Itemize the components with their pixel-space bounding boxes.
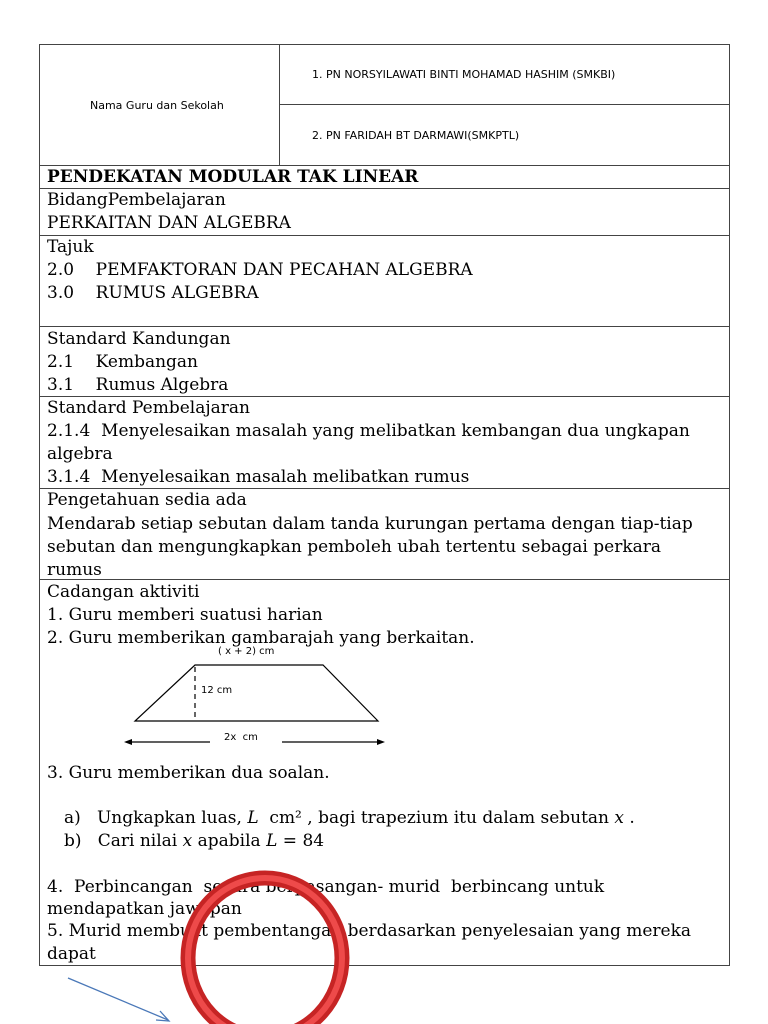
red-circle-annotation: [175, 862, 355, 1024]
page-title: PENDEKATAN MODULAR TAK LINEAR: [47, 167, 419, 187]
var-x: x: [614, 808, 624, 828]
var-L: L: [247, 808, 259, 828]
teacher-school-label: Nama Guru dan Sekolah: [90, 99, 224, 112]
aktiviti-step-5: 5. Murid membuat pembentangan berdasarkan penyelesaian yang mereka: [47, 921, 692, 941]
aktiviti-step-4: 4. Perbincangan secara berpasangan- murid berbincang untuk: [47, 877, 605, 897]
question-b: [64, 830, 324, 853]
var-x: x: [182, 831, 193, 851]
pengetahuan-heading: Pengetahuan sedia ada: [47, 490, 247, 510]
pembelajaran-heading: Standard Pembelajaran: [47, 398, 250, 418]
kandungan-item: 2.1 Kembangan: [47, 352, 199, 372]
base-label: 2x cm: [224, 732, 258, 743]
var-L: L: [266, 831, 278, 851]
arrowhead-left: [124, 739, 132, 745]
pembelajaran-line: 3.1.4 Menyelesaikan masalah melibatkan rumus: [47, 467, 470, 487]
kandungan-item: 3.1 Rumus Algebra: [47, 375, 229, 395]
aktiviti-step-5-cont: dapat: [47, 944, 96, 964]
question-b-prefix: b) Cari nilai: [64, 831, 183, 851]
aktiviti-step-2: 2. Guru memberikan gambarajah yang berkaitan.: [47, 628, 475, 648]
bidang-value: PERKAITAN DAN ALGEBRA: [47, 213, 291, 233]
unit: cm²: [258, 808, 302, 828]
tajuk-item: 3.0 RUMUS ALGEBRA: [47, 283, 259, 303]
top-side-label: ( x + 2) cm: [218, 646, 275, 657]
arrowhead-right: [377, 739, 385, 745]
tajuk-item: 2.0 PEMFAKTORAN DAN PECAHAN ALGEBRA: [47, 260, 473, 280]
pengetahuan-line: sebutan dan mengungkapkan pemboleh ubah tertentu sebagai perkara: [47, 537, 662, 557]
kandungan-heading: Standard Kandungan: [47, 329, 231, 349]
pengetahuan-line: Mendarab setiap sebutan dalam tanda kurungan pertama dengan tiap-tiap: [47, 514, 693, 534]
pengetahuan-line: rumus: [47, 560, 102, 580]
question-a-prefix: a) Ungkapkan luas,: [64, 808, 248, 828]
question-a: [64, 807, 635, 830]
pembelajaran-line: 2.1.4 Menyelesaikan masalah yang melibatkan kembangan dua ungkapan: [47, 421, 690, 441]
aktiviti-step-1: 1. Guru memberi suatusi harian: [47, 605, 323, 625]
aktiviti-step-3: 3. Guru memberikan dua soalan.: [47, 763, 330, 783]
teacher-2: 2. PN FARIDAH BT DARMAWI(SMKPTL): [312, 129, 520, 142]
question-b-mid: apabila: [192, 831, 267, 851]
teacher-1: 1. PN NORSYILAWATI BINTI MOHAMAD HASHIM (SMKBI): [312, 68, 616, 81]
question-a-end: .: [624, 808, 635, 828]
pembelajaran-line: algebra: [47, 444, 113, 464]
arrow-shaft: [68, 978, 168, 1020]
height-label: 12 cm: [201, 685, 233, 696]
question-a-suffix: , bagi trapezium itu dalam sebutan: [301, 808, 615, 828]
aktiviti-step-4-cont: mendapatkan jawapan: [47, 899, 242, 919]
bidang-heading: BidangPembelajaran: [47, 190, 226, 210]
tajuk-heading: Tajuk: [47, 237, 94, 257]
trapezium-shape: [135, 665, 378, 721]
trapezium-diagram: [110, 645, 410, 755]
question-b-end: = 84: [277, 831, 325, 851]
blue-arrow-annotation: [60, 970, 180, 1024]
aktiviti-heading: Cadangan aktiviti: [47, 582, 200, 602]
